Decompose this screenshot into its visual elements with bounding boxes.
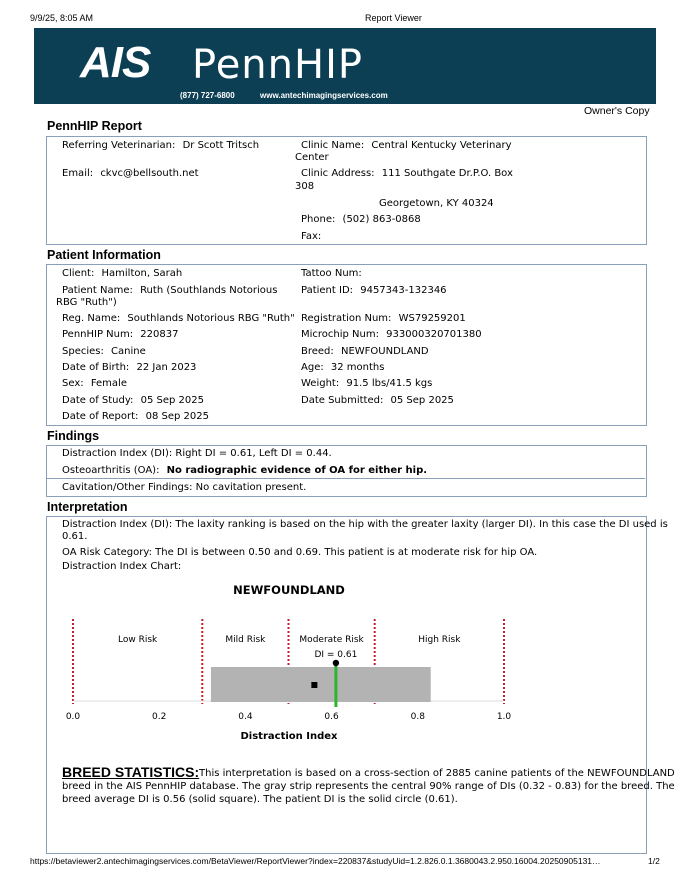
patient-name-cont: RBG "Ruth") bbox=[56, 297, 117, 308]
breed-average-square bbox=[311, 682, 317, 688]
risk-label-0: Low Risk bbox=[118, 635, 158, 645]
reg-name: Reg. Name: Southlands Notorious RBG "Ruth" bbox=[62, 313, 295, 324]
banner-website: www.antechimagingservices.com bbox=[260, 91, 388, 100]
owners-copy: Owner's Copy bbox=[584, 105, 650, 117]
patient-id: Patient ID: 9457343-132346 bbox=[301, 285, 447, 296]
sex: Sex: Female bbox=[62, 378, 127, 389]
patient-name: Patient Name: Ruth (Southlands Notorious bbox=[62, 285, 278, 296]
findings-di: Distraction Index (DI): Right DI = 0.61, Left DI = 0.44. bbox=[62, 448, 332, 459]
registration-num: Registration Num: WS79259201 bbox=[301, 313, 466, 324]
breed-range-strip bbox=[211, 667, 431, 702]
ais-logo: AIS bbox=[80, 38, 151, 87]
interpretation-section-title: Interpretation bbox=[47, 500, 128, 514]
print-url: https://betaviewer2.antechimagingservices.com/BetaViewer/ReportViewer?index=220837&studyUid=1.2.826.0.1.3680043.2.950.16004.20250905131… bbox=[30, 856, 601, 866]
clinic-city: Georgetown, KY 40324 bbox=[379, 198, 494, 209]
date-of-study: Date of Study: 05 Sep 2025 bbox=[62, 395, 204, 406]
breed-stats-line2: breed in the AIS PennHIP database. The gray strip represents the central 90% range of DIs (0.32 - 0.83) for the breed. The bbox=[62, 781, 675, 792]
breed-stats-line1: This interpretation is based on a cross-section of 2885 canine patients of the NEWFOUNDLAND bbox=[199, 768, 675, 779]
weight: Weight: 91.5 lbs/41.5 kgs bbox=[301, 378, 433, 389]
risk-label-1: Mild Risk bbox=[225, 635, 266, 645]
report-section-title: PennHIP Report bbox=[47, 119, 142, 133]
breed-stats-heading: BREED STATISTICS: bbox=[62, 764, 200, 780]
x-tick-label-0: 0.0 bbox=[65, 712, 81, 722]
referring-vet: Referring Veterinarian: Dr Scott Tritsch bbox=[62, 140, 260, 151]
print-datetime: 9/9/25, 8:05 AM bbox=[30, 13, 94, 23]
client: Client: Hamilton, Sarah bbox=[62, 268, 183, 279]
risk-label-2: Moderate Risk bbox=[299, 635, 364, 645]
x-tick-label-1: 0.2 bbox=[152, 712, 167, 722]
clinic-name: Clinic Name: Central Kentucky Veterinary bbox=[301, 140, 512, 151]
interp-di-line1: Distraction Index (DI): The laxity ranking is based on the hip with the greater laxity (larger DI). In this case the DI used is bbox=[62, 519, 668, 530]
date-of-birth: Date of Birth: 22 Jan 2023 bbox=[62, 362, 197, 373]
x-tick-label-5: 1.0 bbox=[496, 712, 512, 722]
clinic-fax: Fax: bbox=[301, 231, 322, 242]
interp-oa-risk: OA Risk Category: The DI is between 0.50 and 0.69. This patient is at moderate risk for hip OA. bbox=[62, 547, 538, 558]
patient-section-title: Patient Information bbox=[47, 248, 161, 262]
email: Email: ckvc@bellsouth.net bbox=[62, 168, 199, 179]
print-title: Report Viewer bbox=[365, 13, 422, 23]
findings-oa: Osteoarthritis (OA): No radiographic evidence of OA for either hip. bbox=[62, 465, 428, 476]
pennhip-num: PennHIP Num: 220837 bbox=[62, 329, 179, 340]
x-tick-label-2: 0.4 bbox=[238, 712, 253, 722]
chart-title: NEWFOUNDLAND bbox=[233, 583, 345, 597]
x-axis-label: Distraction Index bbox=[240, 731, 338, 742]
findings-cavitation: Cavitation/Other Findings: No cavitation present. bbox=[62, 482, 307, 493]
x-tick-label-4: 0.8 bbox=[410, 712, 425, 722]
interp-di-line2: 0.61. bbox=[62, 531, 88, 542]
microchip-num: Microchip Num: 933000320701380 bbox=[301, 329, 482, 340]
clinic-address-cont: 308 bbox=[295, 181, 315, 192]
patient-di-circle bbox=[333, 660, 339, 666]
clinic-phone: Phone: (502) 863-0868 bbox=[301, 214, 421, 225]
pennhip-logo: PennHIP bbox=[192, 42, 364, 88]
age: Age: 32 months bbox=[301, 362, 385, 373]
date-of-report: Date of Report: 08 Sep 2025 bbox=[62, 411, 209, 422]
tattoo-num: Tattoo Num: bbox=[301, 268, 362, 279]
breed-stats-line3: breed average DI is 0.56 (solid square). The patient DI is the solid circle (0.61). bbox=[62, 794, 458, 805]
print-page: 1/2 bbox=[648, 856, 660, 866]
clinic-name-cont: Center bbox=[295, 152, 329, 163]
patient-di-label: DI = 0.61 bbox=[314, 650, 358, 660]
date-submitted: Date Submitted: 05 Sep 2025 bbox=[301, 395, 454, 406]
x-tick-label-3: 0.6 bbox=[324, 712, 339, 722]
breed: Breed: NEWFOUNDLAND bbox=[301, 346, 429, 357]
clinic-address: Clinic Address: 111 Southgate Dr.P.O. Box bbox=[301, 168, 513, 179]
species: Species: Canine bbox=[62, 346, 146, 357]
interp-chart-label: Distraction Index Chart: bbox=[62, 561, 182, 572]
banner-phone: (877) 727-6800 bbox=[180, 91, 235, 100]
risk-label-3: High Risk bbox=[418, 635, 461, 645]
findings-section-title: Findings bbox=[47, 429, 100, 443]
